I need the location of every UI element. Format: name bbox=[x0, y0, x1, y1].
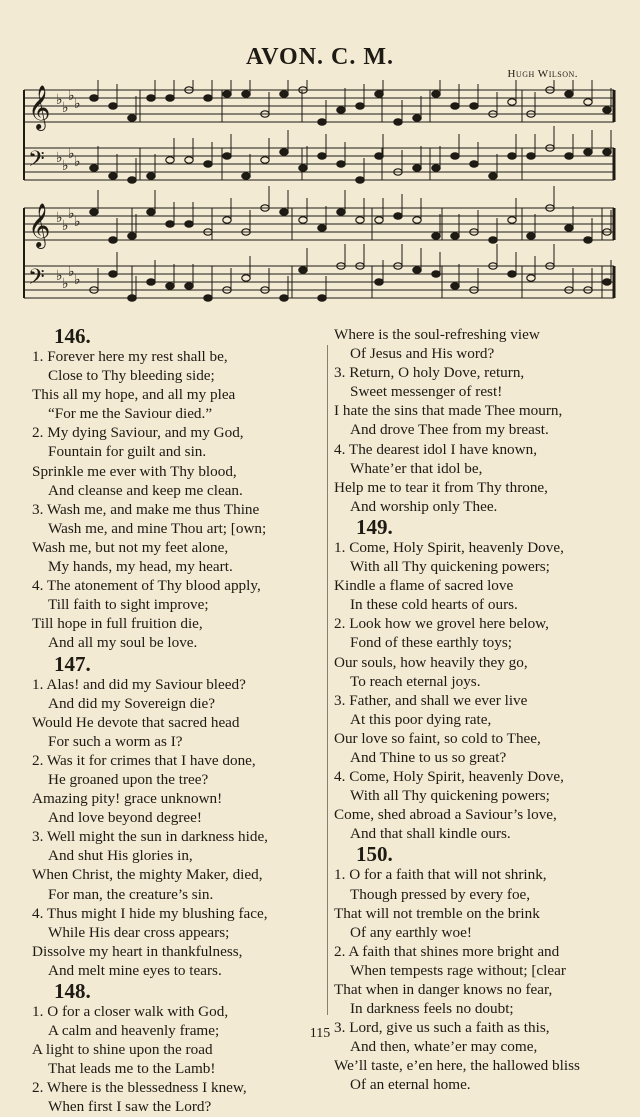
note-head bbox=[185, 221, 193, 227]
tune-title: AVON. C. M. bbox=[245, 44, 395, 70]
note-head bbox=[508, 271, 516, 277]
note-head bbox=[603, 279, 611, 285]
hymn-number: 148. bbox=[54, 979, 91, 1003]
verse-line: And drove Thee from my breast. bbox=[350, 421, 549, 439]
verse-line: 2. Where is the blessedness I knew, bbox=[32, 1079, 247, 1097]
flat-sign: ♭ bbox=[62, 276, 69, 292]
verse-line: And cleanse and keep me clean. bbox=[48, 481, 243, 499]
verse-line: 2. Was it for crimes that I have done, bbox=[32, 751, 256, 769]
verse-line: Fountain for guilt and sin. bbox=[48, 443, 207, 461]
note-head bbox=[584, 237, 592, 243]
flat-sign: ♭ bbox=[56, 210, 63, 226]
note-head bbox=[242, 91, 250, 97]
note-head bbox=[242, 275, 250, 281]
note-head bbox=[299, 267, 307, 273]
verse-line: For such a worm as I? bbox=[48, 732, 183, 750]
note-head bbox=[356, 217, 364, 223]
note-head bbox=[109, 173, 117, 179]
note-head bbox=[337, 161, 345, 167]
verse-line: Of any earthly woe! bbox=[350, 923, 472, 941]
note-head bbox=[337, 107, 345, 113]
note-head bbox=[280, 295, 288, 301]
note-head bbox=[223, 153, 231, 159]
note-head bbox=[280, 91, 288, 97]
right-column bbox=[330, 325, 622, 1095]
verse-line: Sprinkle me ever with Thy blood, bbox=[32, 462, 237, 480]
note-head bbox=[147, 173, 155, 179]
verse-line: And melt mine eyes to tears. bbox=[48, 961, 222, 979]
note-head bbox=[508, 153, 516, 159]
verse-line: Would He devote that sacred head bbox=[32, 713, 240, 731]
note-head bbox=[375, 91, 383, 97]
verse-line: 3. Return, O holy Dove, return, bbox=[334, 364, 525, 382]
hymn-verses bbox=[28, 347, 328, 653]
verse-line: Help me to tear it from Thy throne, bbox=[334, 478, 548, 496]
note-head bbox=[603, 107, 611, 113]
flat-sign: ♭ bbox=[74, 214, 81, 230]
verse-line: That will not tremble on the brink bbox=[334, 904, 540, 922]
verse-line: When tempests rage without; [clear bbox=[350, 961, 566, 979]
note-head bbox=[565, 153, 573, 159]
flat-sign: ♭ bbox=[56, 268, 63, 284]
note-head bbox=[356, 103, 364, 109]
verse-line: For man, the creature’s sin. bbox=[48, 885, 214, 903]
note-head bbox=[147, 95, 155, 101]
verse-line: 1. Forever here my rest shall be, bbox=[32, 348, 228, 365]
note-head bbox=[470, 103, 478, 109]
verse-line: Wash me, and mine Thou art; [own; bbox=[48, 519, 267, 537]
hymn-number: 149. bbox=[356, 514, 393, 539]
note-head bbox=[318, 225, 326, 231]
verse-line: Our love so faint, so cold to Thee, bbox=[334, 729, 541, 747]
verse-line: To reach eternal joys. bbox=[350, 672, 481, 690]
note-head bbox=[90, 209, 98, 215]
note-head bbox=[128, 295, 136, 301]
note-head bbox=[565, 91, 573, 97]
verse-line: And worship only Thee. bbox=[350, 497, 498, 515]
verse-line: Till hope in full fruition die, bbox=[32, 615, 203, 633]
verse-line: And did my Sovereign die? bbox=[48, 694, 216, 712]
verse-line: 1. O for a closer walk with God, bbox=[32, 1003, 229, 1020]
flat-sign: ♭ bbox=[74, 96, 81, 112]
verse-line: With all Thy quickening powers; bbox=[350, 787, 550, 805]
note-head bbox=[432, 91, 440, 97]
hymn-number: 146. bbox=[54, 324, 91, 348]
note-head bbox=[128, 115, 136, 121]
verse-line: And all my soul be love. bbox=[48, 634, 198, 652]
verse-line: 1. Alas! and did my Saviour bleed? bbox=[32, 675, 246, 693]
note-head bbox=[299, 217, 307, 223]
note-head bbox=[527, 153, 535, 159]
verse-line: That leads me to the Lamb! bbox=[48, 1060, 216, 1078]
note-head bbox=[451, 233, 459, 239]
verse-line: 3. Well might the sun in darkness hide, bbox=[32, 828, 268, 846]
note-head bbox=[489, 237, 497, 243]
verse-line: Whate’er that idol be, bbox=[350, 459, 483, 477]
verse-line: Sweet messenger of rest! bbox=[350, 383, 503, 401]
note-head bbox=[432, 271, 440, 277]
note-head bbox=[451, 283, 459, 289]
note-head bbox=[508, 99, 516, 105]
note-head bbox=[223, 91, 231, 97]
verse-line: Kindle a flame of sacred love bbox=[334, 577, 514, 595]
note-head bbox=[204, 295, 212, 301]
note-head bbox=[128, 233, 136, 239]
verse-line: I hate the sins that made Thee mourn, bbox=[334, 402, 563, 420]
verse-line: 1. O for a faith that will not shrink, bbox=[334, 866, 547, 884]
verse-line: We’ll taste, e’en here, the hallowed bliss bbox=[334, 1057, 580, 1075]
flat-sign: ♭ bbox=[68, 206, 75, 222]
note-head bbox=[147, 209, 155, 215]
note-head bbox=[147, 279, 155, 285]
hymn-verses bbox=[330, 865, 622, 1094]
flat-sign: ♭ bbox=[56, 150, 63, 166]
flat-sign: ♭ bbox=[74, 154, 81, 170]
verse-line: When first I saw the Lord? bbox=[48, 1098, 212, 1116]
verse-line: 4. Thus might I hide my blushing face, bbox=[32, 904, 268, 922]
note-head bbox=[223, 217, 231, 223]
verse-line: 3. Lord, give us such a faith as this, bbox=[334, 1019, 550, 1037]
verse-line: That when in danger knows no fear, bbox=[334, 981, 553, 998]
bass-clef: 𝄢 bbox=[28, 147, 45, 177]
verse-line: With all Thy quickening powers; bbox=[350, 558, 550, 576]
note-head bbox=[413, 165, 421, 171]
note-head bbox=[337, 209, 345, 215]
verse-line: “For me the Saviour died.” bbox=[48, 405, 213, 423]
note-head bbox=[109, 103, 117, 109]
verse-line: And shut His glories in, bbox=[48, 847, 193, 865]
verse-line: Of Jesus and His word? bbox=[350, 345, 495, 363]
note-head bbox=[318, 295, 326, 301]
note-head bbox=[432, 233, 440, 239]
verse-line: 2. A faith that shines more bright and bbox=[334, 942, 560, 960]
flat-sign: ♭ bbox=[62, 100, 69, 116]
composer-credit: Hugh Wilson. bbox=[507, 68, 578, 80]
flat-sign: ♭ bbox=[68, 88, 75, 104]
bass-clef: 𝄢 bbox=[28, 265, 45, 295]
verse-line: Our souls, how heavily they go, bbox=[334, 653, 528, 671]
note-head bbox=[166, 157, 174, 163]
note-head bbox=[584, 149, 592, 155]
verse-line: 1. Come, Holy Spirit, heavenly Dove, bbox=[334, 538, 564, 556]
verse-line: In darkness feels no doubt; bbox=[350, 1000, 514, 1018]
verse-line: Close to Thy bleeding side; bbox=[48, 367, 215, 385]
note-head bbox=[565, 225, 573, 231]
note-head bbox=[413, 267, 421, 273]
note-head bbox=[185, 283, 193, 289]
flat-sign: ♭ bbox=[74, 272, 81, 288]
hymn-number: 147. bbox=[54, 651, 91, 676]
note-head bbox=[508, 217, 516, 223]
verse-line: My hands, my head, my heart. bbox=[48, 558, 233, 576]
verse-line: Dissolve my heart in thankfulness, bbox=[32, 942, 243, 960]
verse-line: Of an eternal home. bbox=[350, 1076, 471, 1094]
verse-line: 4. Come, Holy Spirit, heavenly Dove, bbox=[334, 768, 564, 786]
note-head bbox=[280, 149, 288, 155]
verse-line: At this poor dying rate, bbox=[350, 710, 492, 728]
verse-line: And love beyond degree! bbox=[48, 809, 202, 827]
note-head bbox=[489, 173, 497, 179]
note-head bbox=[90, 95, 98, 101]
verse-line: Though pressed by every foe, bbox=[350, 885, 531, 903]
note-head bbox=[318, 153, 326, 159]
note-head bbox=[166, 221, 174, 227]
flat-sign: ♭ bbox=[68, 264, 75, 280]
note-head bbox=[603, 149, 611, 155]
note-head bbox=[204, 161, 212, 167]
verse-line: When Christ, the mighty Maker, died, bbox=[32, 866, 263, 884]
verse-line: And Thine to us so great? bbox=[350, 748, 507, 766]
note-head bbox=[432, 165, 440, 171]
note-head bbox=[413, 115, 421, 121]
note-head bbox=[90, 165, 98, 171]
note-head bbox=[166, 95, 174, 101]
verse-line: This all my hope, and all my plea bbox=[32, 386, 236, 404]
verse-line: A light to shine upon the road bbox=[32, 1041, 213, 1059]
music-score bbox=[22, 80, 618, 320]
left-column bbox=[28, 325, 328, 1117]
note-head bbox=[375, 279, 383, 285]
note-head bbox=[375, 153, 383, 159]
hymn-verses bbox=[330, 538, 622, 844]
flat-sign: ♭ bbox=[56, 92, 63, 108]
note-head bbox=[470, 161, 478, 167]
verse-line: And that shall kindle ours. bbox=[350, 825, 511, 843]
note-head bbox=[261, 157, 269, 163]
verse-line: While His dear cross appears; bbox=[48, 923, 230, 941]
verse-line: 3. Father, and shall we ever live bbox=[334, 691, 528, 709]
verse-line: Wash me, but not my feet alone, bbox=[32, 538, 229, 556]
note-head bbox=[128, 177, 136, 183]
verse-line: Amazing pity! grace unknown! bbox=[32, 790, 223, 808]
note-head bbox=[394, 213, 402, 219]
flat-sign: ♭ bbox=[62, 218, 69, 234]
verse-line: A calm and heavenly frame; bbox=[48, 1022, 220, 1040]
verse-line: 2. My dying Saviour, and my God, bbox=[32, 424, 244, 442]
verse-line: 4. The atonement of Thy blood apply, bbox=[32, 577, 261, 595]
verse-line: He groaned upon the tree? bbox=[48, 770, 209, 788]
hymn-verses bbox=[28, 1002, 328, 1117]
note-head bbox=[299, 165, 307, 171]
note-head bbox=[204, 95, 212, 101]
verse-line: 3. Wash me, and make me thus Thine bbox=[32, 500, 260, 518]
note-head bbox=[413, 217, 421, 223]
note-head bbox=[318, 119, 326, 125]
treble-clef: 𝄞 bbox=[28, 85, 51, 129]
verse-line: Fond of these earthly toys; bbox=[350, 634, 512, 652]
flat-sign: ♭ bbox=[68, 146, 75, 162]
hymn-number: 150. bbox=[356, 842, 393, 867]
verse-line: And then, whate’er may come, bbox=[350, 1038, 538, 1056]
note-head bbox=[527, 275, 535, 281]
note-head bbox=[451, 153, 459, 159]
flat-sign: ♭ bbox=[62, 158, 69, 174]
page-number: 115 bbox=[309, 1026, 331, 1041]
note-head bbox=[280, 209, 288, 215]
note-head bbox=[109, 271, 117, 277]
treble-clef: 𝄞 bbox=[28, 203, 51, 247]
note-head bbox=[527, 233, 535, 239]
note-head bbox=[166, 283, 174, 289]
note-head bbox=[242, 173, 250, 179]
note-head bbox=[109, 237, 117, 243]
hymn-verses bbox=[28, 675, 328, 981]
note-head bbox=[356, 177, 364, 183]
note-head bbox=[185, 157, 193, 163]
verse-line: Till faith to sight improve; bbox=[48, 596, 209, 614]
note-head bbox=[451, 103, 459, 109]
verse-line: Come, shed abroad a Saviour’s love, bbox=[334, 806, 557, 824]
note-head bbox=[584, 99, 592, 105]
verse-line: 4. The dearest idol I have known, bbox=[334, 440, 538, 458]
note-head bbox=[394, 119, 402, 125]
verse-line: In these cold hearts of ours. bbox=[350, 596, 518, 614]
verse-line: 2. Look how we grovel here below, bbox=[334, 615, 549, 633]
note-head bbox=[375, 217, 383, 223]
hymn-verses bbox=[330, 325, 622, 516]
verse-line: Where is the soul-refreshing view bbox=[334, 326, 540, 343]
